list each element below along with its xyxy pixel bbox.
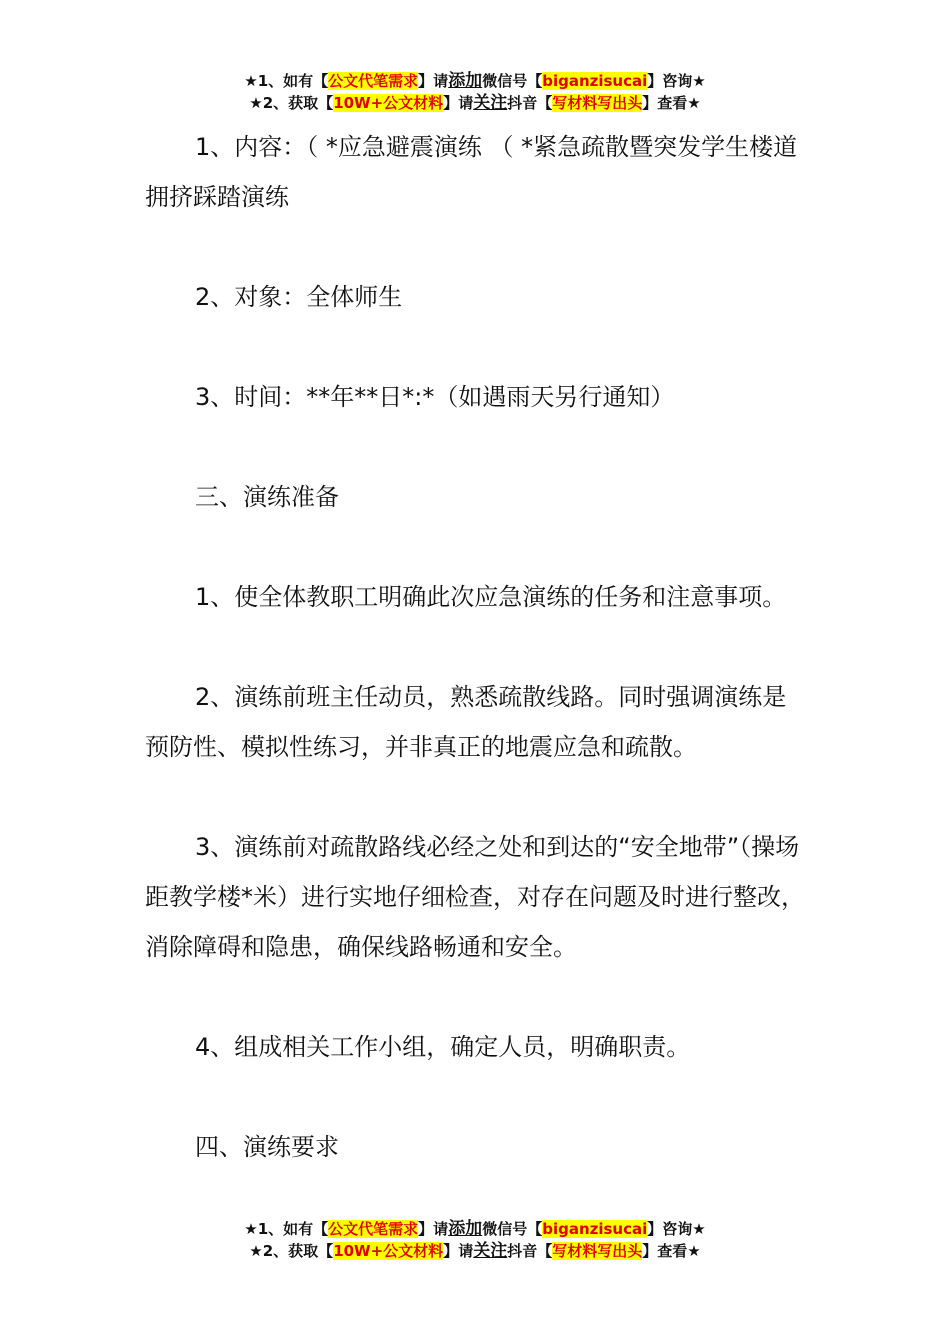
paragraph-target: 2、对象：全体师生 — [195, 283, 403, 311]
banner-text: 】查看★ — [642, 1242, 701, 1260]
banner-text: ★2、获取【 — [249, 94, 334, 112]
banner-highlight: 写材料写出头 — [552, 94, 643, 112]
banner-line-2 — [0, 92, 950, 114]
banner-text: 】咨询★ — [647, 1220, 706, 1238]
banner-highlight: biganzisucai — [542, 1220, 648, 1238]
paragraph-content: 1、内容：（ *应急避震演练 （ *紧急疏散暨突发学生楼道拥挤踩踏演练 — [145, 133, 798, 211]
banner-text: 】查看★ — [642, 94, 701, 112]
banner-highlight: biganzisucai — [542, 72, 648, 90]
banner-text: ★2、获取【 — [249, 1242, 334, 1260]
section-heading-preparation: 三、演练准备 — [195, 483, 339, 511]
banner-emphasis: 添加 — [448, 71, 483, 91]
banner-line-1 — [0, 1218, 950, 1240]
paragraph-prep-3: 3、演练前对疏散路线必经之处和到达的“安全地带”（操场距教学楼*米）进行实地仔细检查，对存在问题及时进行整改，消除障碍和隐患，确保线路畅通和安全。 — [145, 833, 805, 961]
banner-highlight: 10W+公文材料 — [333, 1242, 444, 1260]
banner-text: 】请 — [443, 1242, 474, 1260]
banner-emphasis: 关注 — [473, 93, 508, 113]
banner-text: 微信号【 — [482, 72, 543, 90]
paragraph-prep-1: 1、使全体教职工明确此次应急演练的任务和注意事项。 — [195, 583, 787, 611]
banner-text: ★1、如有【 — [244, 1220, 329, 1238]
footer-banner — [0, 1218, 950, 1262]
banner-text: 】咨询★ — [647, 72, 706, 90]
banner-line-1 — [0, 70, 950, 92]
banner-text: ★1、如有【 — [244, 72, 329, 90]
paragraph-prep-2: 2、演练前班主任动员，熟悉疏散线路。同时强调演练是预防性、模拟性练习，并非真正的地震应急和疏散。 — [145, 683, 787, 761]
document-body — [145, 122, 810, 1222]
banner-line-2 — [0, 1240, 950, 1262]
banner-highlight: 写材料写出头 — [552, 1242, 643, 1260]
banner-text: 】请 — [443, 94, 474, 112]
banner-highlight: 公文代笔需求 — [328, 1220, 419, 1238]
header-banner — [0, 70, 950, 114]
banner-emphasis: 添加 — [448, 1219, 483, 1239]
section-heading-requirements: 四、演练要求 — [195, 1133, 339, 1161]
paragraph-time: 3、时间：**年**日*:*（如遇雨天另行通知） — [195, 383, 675, 411]
banner-highlight: 10W+公文材料 — [333, 94, 444, 112]
banner-text: 抖音【 — [507, 1242, 553, 1260]
banner-text: 】请 — [418, 72, 449, 90]
banner-emphasis: 关注 — [473, 1241, 508, 1261]
banner-text: 微信号【 — [482, 1220, 543, 1238]
paragraph-prep-4: 4、组成相关工作小组，确定人员，明确职责。 — [195, 1033, 691, 1061]
banner-text: 抖音【 — [507, 94, 553, 112]
banner-highlight: 公文代笔需求 — [328, 72, 419, 90]
banner-text: 】请 — [418, 1220, 449, 1238]
